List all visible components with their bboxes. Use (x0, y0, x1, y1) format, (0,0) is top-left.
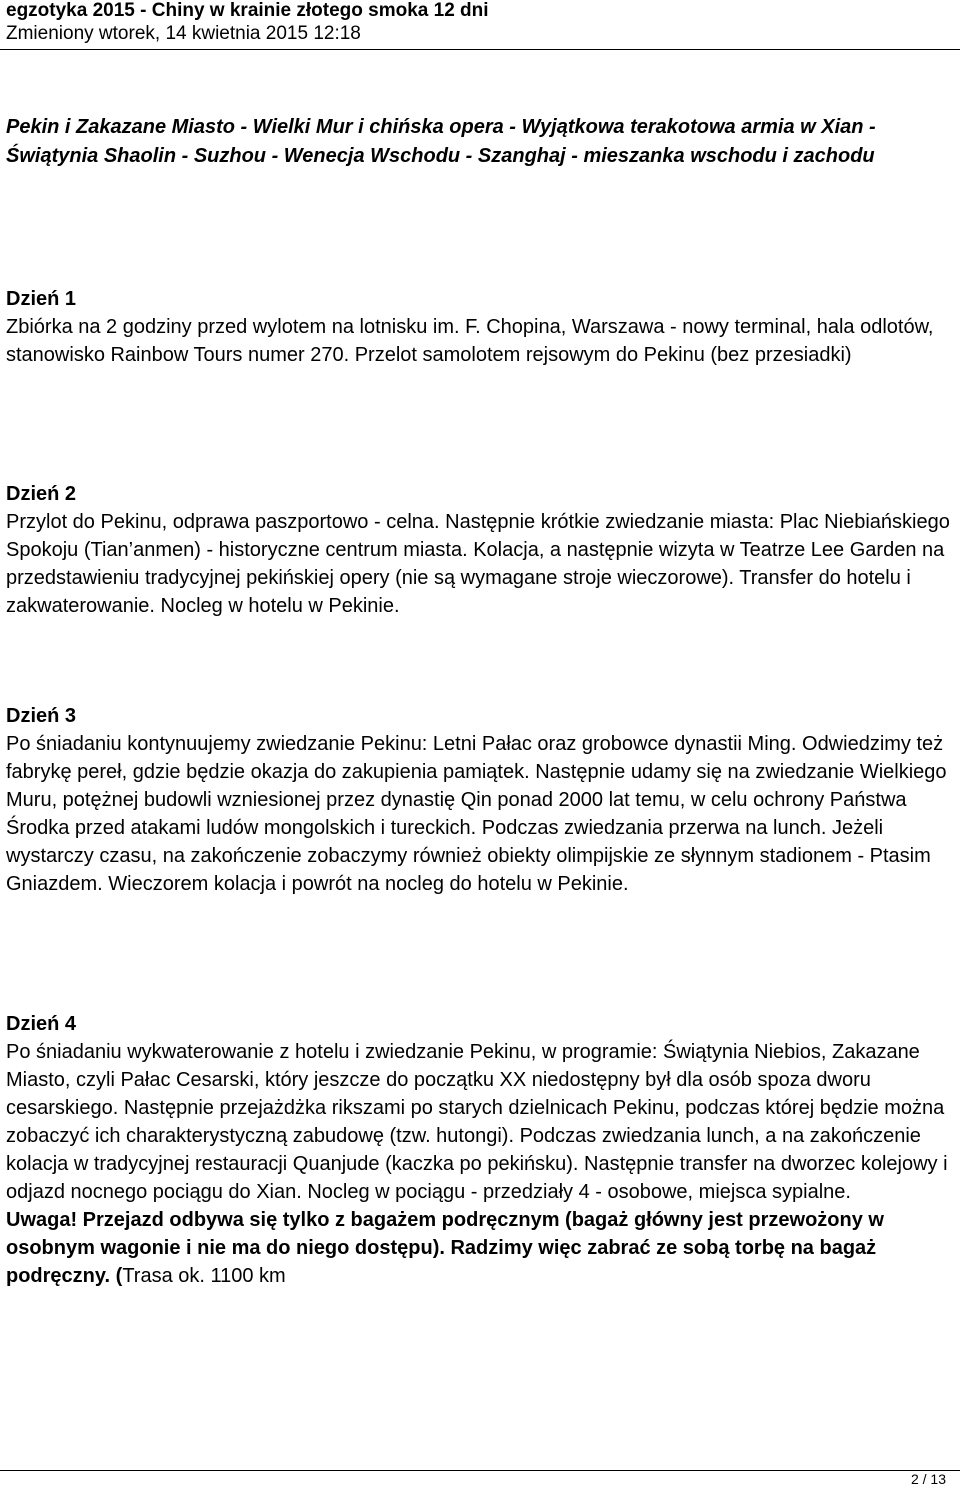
page-number: 2 / 13 (910, 1471, 946, 1487)
day-description: Po śniadaniu wykwaterowanie z hotelu i zwiedzanie Pekinu, w programie: Świątynia Niebios, Zakazane Miasto, czyli Pałac Cesarski, który jeszcze do początku XX niedostępny był dla osób spoza dworu cesarskiego. Następnie przejażdżka rikszami po starych dzielnicach Pekinu, podczas której będzie można zobaczyć ich charakterystyczną zabudowę (tzw. hutongi). Podczas zwiedzania lunch, a na zakończenie kolacja w tradycyjnej restauracji Quanjude (kaczka po pekińsku). Następnie transfer na dworzec kolejowy i odjazd nocnego pociągu do Xian. Nocleg w pociągu - przedziały 4 - osobowe, miejsca sypialne. (6, 1041, 948, 1203)
day-description: Przylot do Pekinu, odprawa paszportowo - celna. Następnie krótkie zwiedzanie miasta: Plac Niebiańskiego Spokoju (Tian’anmen) - historyczne centrum miasta. Kolacja, a następnie wizyta w Teatrze Lee Garden na przedstawieniu tradycyjnej pekińskiej opery (nie są wymagane stroje wieczorowe). Transfer do hotelu i zakwaterowanie. Nocleg w hotelu w Pekinie. (6, 511, 950, 617)
day-section-4 (6, 1010, 954, 1290)
route-length: Trasa ok. 1100 km (122, 1265, 286, 1287)
day-description: Po śniadaniu kontynuujemy zwiedzanie Pekinu: Letni Pałac oraz grobowce dynastii Ming. Odwiedzimy też fabrykę pereł, gdzie będzie okazja do zakupienia pamiątek. Następnie udamy się na zwiedzanie Wielkiego Muru, potężnej budowli wzniesionej przez dynastię Qin ponad 2000 lat temu, w celu ochrony Państwa Środka przed atakami ludów mongolskich i tureckich. Podczas zwiedzania przerwa na lunch. Jeżeli wystarczy czasu, na zakończenie zobaczymy również obiekty olimpijskie ze słynnym stadionem - Ptasim Gniazdem. Wieczorem kolacja i powrót na nocleg do hotelu w Pekinie. (6, 733, 947, 895)
tour-subtitle: Pekin i Zakazane Miasto - Wielki Mur i chińska opera - Wyjątkowa terakotowa armia w Xian - Świątynia Shaolin - Suzhou - Wenecja Wschodu - Szanghaj - mieszanka wschodu i zachodu (6, 116, 876, 167)
day-heading: Dzień 3 (6, 705, 77, 727)
day-heading: Dzień 4 (6, 1013, 77, 1035)
warning-bold-text: Uwaga! Przejazd odbywa się tylko z bagażem podręcznym (bagaż główny jest przewożony w osobnym wagonie i nie ma do niego dostępu). Radzimy więc zabrać ze sobą torbę na bagaż podręczny. ( (6, 1209, 884, 1287)
luggage-warning (6, 1206, 954, 1290)
document-title: egzotyka 2015 - Chiny w krainie złotego smoka 12 dni (6, 0, 489, 21)
footer-divider (0, 1470, 960, 1471)
day-heading: Dzień 2 (6, 483, 77, 505)
modified-date: Zmieniony wtorek, 14 kwietnia 2015 12:18 (6, 23, 361, 44)
day-section-3 (6, 702, 954, 898)
page-header (6, 0, 954, 45)
day-section-2 (6, 480, 954, 620)
day-description: Zbiórka na 2 godziny przed wylotem na lotnisku im. F. Chopina, Warszawa - nowy terminal, hala odlotów, stanowisko Rainbow Tours numer 270. Przelot samolotem rejsowym do Pekinu (bez przesiadki) (6, 316, 934, 366)
day-section-1 (6, 285, 954, 369)
day-heading: Dzień 1 (6, 288, 77, 310)
header-divider (0, 49, 960, 50)
